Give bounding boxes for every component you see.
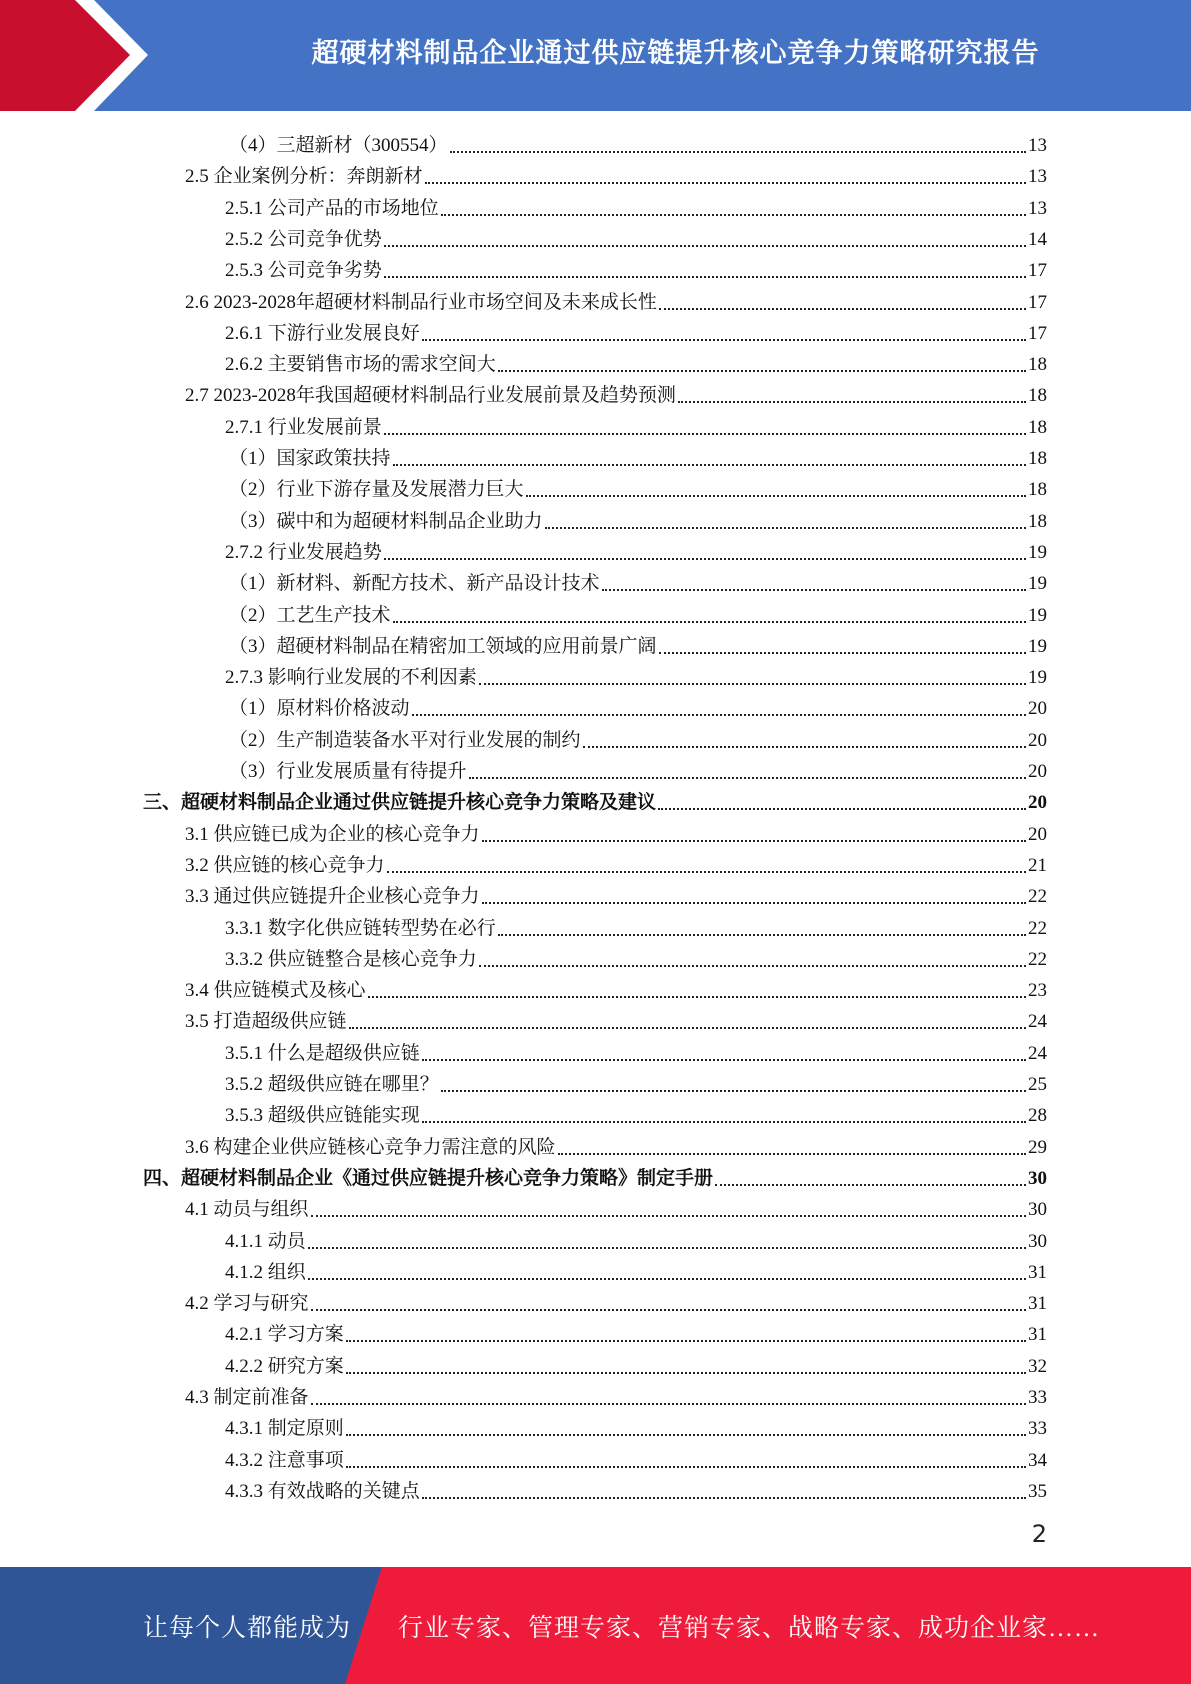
- footer-slogan-left: 让每个人都能成为: [143, 1614, 352, 1642]
- toc-dot-leader: [384, 244, 1026, 247]
- toc-dot-leader: [346, 1339, 1026, 1342]
- toc-dot-leader: [384, 432, 1026, 435]
- toc-dot-leader: [482, 901, 1026, 904]
- toc-entry-title: 3.3 通过供应链提升企业核心竞争力: [185, 886, 480, 908]
- toc-dot-leader: [479, 682, 1026, 685]
- toc-dot-leader: [558, 1152, 1026, 1155]
- toc-entry-page: 32: [1028, 1355, 1047, 1377]
- toc-entry[interactable]: [229, 471, 1047, 502]
- toc-entry-title: 2.7.2 行业发展趋势: [225, 541, 382, 563]
- toc-entry[interactable]: [229, 753, 1047, 784]
- toc-entry-title: 3.5.3 超级供应链能实现: [225, 1105, 420, 1127]
- toc-entry-title: 3.4 供应链模式及核心: [185, 980, 366, 1002]
- toc-entry-title: 2.7.3 影响行业发展的不利因素: [225, 667, 477, 689]
- toc-entry[interactable]: [225, 1254, 1047, 1285]
- toc-dot-leader: [422, 1058, 1026, 1061]
- toc-entry-page: 18: [1028, 385, 1047, 407]
- toc-entry[interactable]: [229, 722, 1047, 753]
- toc-entry-title: 3.3.1 数字化供应链转型势在必行: [225, 917, 496, 939]
- page-number: 2: [1031, 1520, 1047, 1548]
- toc-entry-title: 4.3.3 有效战略的关键点: [225, 1480, 420, 1502]
- toc-entry[interactable]: [229, 690, 1047, 721]
- toc-entry-title: 3.2 供应链的核心竞争力: [185, 854, 385, 876]
- toc-dot-leader: [308, 1277, 1026, 1280]
- toc-entry-page: 19: [1028, 604, 1047, 626]
- toc-entry-title: 3.5 打造超级供应链: [185, 1011, 347, 1033]
- toc-entry-title: （3）行业发展质量有待提升: [229, 761, 467, 782]
- toc-entry-page: 30: [1028, 1167, 1047, 1189]
- toc-dot-leader: [384, 557, 1026, 560]
- toc-entry[interactable]: [229, 597, 1047, 628]
- toc-entry-page: 28: [1028, 1105, 1047, 1127]
- toc-entry[interactable]: [229, 503, 1047, 534]
- toc-entry[interactable]: [229, 565, 1047, 596]
- toc-entry-title: 4.1 动员与组织: [185, 1199, 309, 1221]
- toc-entry[interactable]: [229, 127, 1047, 158]
- toc-entry-title: 三、超硬材料制品企业通过供应链提升核心竞争力策略及建议: [143, 792, 657, 814]
- toc-entry-page: 20: [1028, 698, 1047, 720]
- toc-entry[interactable]: [185, 1003, 1047, 1034]
- toc-entry[interactable]: [225, 315, 1047, 346]
- toc-entry[interactable]: [185, 1129, 1047, 1160]
- toc-dot-leader: [393, 463, 1026, 466]
- toc-dot-leader: [384, 275, 1026, 278]
- toc-dot-leader: [387, 870, 1026, 873]
- toc-entry[interactable]: [185, 1379, 1047, 1410]
- toc-entry[interactable]: [225, 1066, 1047, 1097]
- toc-dot-leader: [412, 713, 1026, 716]
- toc-entry-title: 四、超硬材料制品企业《通过供应链提升核心竞争力策略》制定手册: [143, 1167, 714, 1189]
- toc-entry[interactable]: [225, 1223, 1047, 1254]
- toc-entry-page: 31: [1028, 1261, 1047, 1283]
- toc-entry[interactable]: [185, 972, 1047, 1003]
- toc-entry-page: 20: [1028, 792, 1047, 814]
- toc-entry-page: 21: [1028, 854, 1047, 876]
- toc-dot-leader: [450, 150, 1026, 153]
- toc-entry[interactable]: [185, 878, 1047, 909]
- toc-entry[interactable]: [185, 1191, 1047, 1222]
- toc-entry-page: 35: [1028, 1480, 1047, 1502]
- toc-entry-title: 2.5.1 公司产品的市场地位: [225, 197, 439, 219]
- toc-entry-title: （1）国家政策扶持: [229, 448, 391, 469]
- toc-dot-leader: [678, 400, 1026, 403]
- toc-entry-page: 24: [1028, 1042, 1047, 1064]
- toc-entry[interactable]: [185, 1285, 1047, 1316]
- toc-entry[interactable]: [225, 1410, 1047, 1441]
- toc-dot-leader: [422, 1120, 1026, 1123]
- toc-dot-leader: [425, 181, 1026, 184]
- toc-entry-title: （2）行业下游存量及发展潜力巨大: [229, 479, 524, 501]
- toc-dot-leader: [308, 1246, 1026, 1249]
- toc-dot-leader: [545, 526, 1026, 529]
- toc-entry-page: 31: [1028, 1293, 1047, 1315]
- toc-entry[interactable]: [185, 847, 1047, 878]
- toc-dot-leader: [659, 307, 1026, 310]
- toc-entry[interactable]: [225, 1316, 1047, 1347]
- page-footer: [0, 1567, 1191, 1684]
- toc-dot-leader: [659, 651, 1026, 654]
- toc-entry-page: 19: [1028, 667, 1047, 689]
- toc-dot-leader: [498, 369, 1026, 372]
- toc-entry-title: （1）新材料、新配方技术、新产品设计技术: [229, 573, 600, 595]
- toc-dot-leader: [346, 1371, 1026, 1374]
- toc-entry-page: 14: [1028, 228, 1047, 250]
- toc-dot-leader: [422, 338, 1026, 341]
- toc-entry[interactable]: [225, 190, 1047, 221]
- toc-entry-title: 2.5.2 公司竞争优势: [225, 228, 382, 250]
- toc-dot-leader: [346, 1465, 1026, 1468]
- toc-entry-title: （2）工艺生产技术: [229, 604, 391, 626]
- toc-entry[interactable]: [225, 409, 1047, 440]
- toc-entry-page: 19: [1028, 635, 1047, 657]
- page-header: [0, 0, 1191, 111]
- toc-dot-leader: [482, 839, 1026, 842]
- toc-dot-leader: [393, 620, 1026, 623]
- toc-dot-leader: [441, 1089, 1026, 1092]
- toc-entry-page: 20: [1028, 823, 1047, 845]
- toc-entry-page: 22: [1028, 948, 1047, 970]
- toc-entry-title: 4.3.1 制定原则: [225, 1418, 344, 1440]
- toc-entry-title: 2.7.1 行业发展前景: [225, 416, 382, 438]
- toc-entry-title: 3.1 供应链已成为企业的核心竞争力: [185, 823, 480, 845]
- footer-slogan-right: 行业专家、管理专家、营销专家、战略专家、成功企业家……: [398, 1614, 1101, 1642]
- header-chevron-icon: [0, 0, 160, 111]
- toc-entry-page: 30: [1028, 1230, 1047, 1252]
- toc-entry[interactable]: [225, 659, 1047, 690]
- toc-entry[interactable]: [143, 784, 1047, 815]
- toc-dot-leader: [658, 807, 1026, 810]
- toc-dot-leader: [422, 1496, 1026, 1499]
- toc-entry-title: 4.1.1 动员: [225, 1230, 306, 1252]
- toc-dot-leader: [368, 995, 1026, 998]
- report-title: 超硬材料制品企业通过供应链提升核心竞争力策略研究报告: [311, 37, 1040, 69]
- toc-entry-page: 20: [1028, 761, 1047, 782]
- toc-entry-page: 19: [1028, 573, 1047, 595]
- toc-entry-page: 18: [1028, 354, 1047, 376]
- toc-dot-leader: [602, 588, 1026, 591]
- toc-dot-leader: [346, 1433, 1026, 1436]
- toc-entry-page: 13: [1028, 166, 1047, 188]
- toc-entry-page: 13: [1028, 197, 1047, 219]
- toc-entry[interactable]: [185, 284, 1047, 315]
- toc-entry[interactable]: [225, 221, 1047, 252]
- toc-entry-page: 22: [1028, 917, 1047, 939]
- toc-dot-leader: [526, 494, 1026, 497]
- toc-entry-title: 4.2.2 研究方案: [225, 1355, 344, 1377]
- toc-dot-leader: [311, 1214, 1026, 1217]
- toc-entry-page: 34: [1028, 1449, 1047, 1471]
- toc-entry-page: 23: [1028, 980, 1047, 1002]
- toc-entry-page: 17: [1028, 291, 1047, 313]
- toc-entry[interactable]: [185, 158, 1047, 189]
- toc-entry-page: 18: [1028, 416, 1047, 438]
- toc-entry-title: （3）超硬材料制品在精密加工领域的应用前景广阔: [229, 635, 657, 657]
- toc-entry-title: 4.2 学习与研究: [185, 1293, 309, 1315]
- toc-dot-leader: [441, 213, 1026, 216]
- toc-dot-leader: [311, 1308, 1026, 1311]
- toc-entry-title: （4）三超新材（300554）: [229, 135, 448, 156]
- toc-entry-page: 33: [1028, 1387, 1047, 1408]
- toc-dot-leader: [469, 776, 1026, 779]
- toc-dot-leader: [479, 964, 1026, 967]
- toc-entry[interactable]: [225, 941, 1047, 972]
- toc-entry-title: （3）碳中和为超硬材料制品企业助力: [229, 510, 543, 532]
- toc-entry[interactable]: [225, 1473, 1047, 1504]
- toc-entry[interactable]: [143, 1160, 1047, 1191]
- toc-entry-page: 29: [1028, 1136, 1047, 1158]
- toc-dot-leader: [498, 933, 1026, 936]
- toc-entry-title: 2.5.3 公司竞争劣势: [225, 260, 382, 282]
- toc-entry-title: 4.1.2 组织: [225, 1261, 306, 1283]
- toc-entry[interactable]: [225, 1097, 1047, 1128]
- toc-entry-page: 22: [1028, 886, 1047, 908]
- toc-dot-leader: [583, 745, 1026, 748]
- toc-entry-title: 2.6 2023-2028年超硬材料制品行业市场空间及未来成长性: [185, 291, 657, 313]
- toc-entry-page: 17: [1028, 322, 1047, 344]
- toc-entry[interactable]: [225, 534, 1047, 565]
- toc-entry[interactable]: [185, 377, 1047, 408]
- toc-entry[interactable]: [229, 440, 1047, 471]
- toc-entry[interactable]: [225, 1442, 1047, 1473]
- toc-entry-title: 3.6 构建企业供应链核心竞争力需注意的风险: [185, 1136, 556, 1158]
- toc-entry-page: 24: [1028, 1011, 1047, 1033]
- toc-entry-title: （2）生产制造装备水平对行业发展的制约: [229, 729, 581, 751]
- toc-entry-title: 4.3.2 注意事项: [225, 1449, 344, 1471]
- toc-dot-leader: [349, 1026, 1026, 1029]
- toc-entry-page: 25: [1028, 1074, 1047, 1095]
- toc-entry[interactable]: [225, 1348, 1047, 1379]
- toc-entry[interactable]: [229, 628, 1047, 659]
- toc-entry-title: 3.3.2 供应链整合是核心竞争力: [225, 948, 477, 970]
- toc-entry-title: 3.5.2 超级供应链在哪里？: [225, 1074, 439, 1095]
- toc-entry-title: 4.2.1 学习方案: [225, 1324, 344, 1346]
- toc-entry[interactable]: [185, 816, 1047, 847]
- toc-entry-page: 33: [1028, 1418, 1047, 1440]
- toc-entry-title: 4.3 制定前准备: [185, 1387, 309, 1408]
- toc-entry[interactable]: [225, 346, 1047, 377]
- toc-dot-leader: [715, 1183, 1026, 1186]
- toc-entry-page: 18: [1028, 479, 1047, 501]
- toc-entry-title: 2.5 企业案例分析：奔朗新材: [185, 166, 423, 188]
- toc-entry-title: 2.6.1 下游行业发展良好: [225, 322, 420, 344]
- toc-entry-title: 3.5.1 什么是超级供应链: [225, 1042, 420, 1064]
- toc-entry[interactable]: [225, 252, 1047, 283]
- toc-entry-page: 30: [1028, 1199, 1047, 1221]
- toc-entry-title: （1）原材料价格波动: [229, 698, 410, 720]
- toc-entry-page: 18: [1028, 448, 1047, 469]
- toc-entry-page: 17: [1028, 260, 1047, 282]
- toc-entry-page: 18: [1028, 510, 1047, 532]
- toc-entry[interactable]: [225, 1035, 1047, 1066]
- toc-dot-leader: [311, 1402, 1026, 1405]
- toc-entry-page: 19: [1028, 541, 1047, 563]
- toc-entry-page: 20: [1028, 729, 1047, 751]
- toc-entry-page: 31: [1028, 1324, 1047, 1346]
- toc-entry-title: 2.7 2023-2028年我国超硬材料制品行业发展前景及趋势预测: [185, 385, 676, 407]
- toc-entry-page: 13: [1028, 135, 1047, 156]
- toc-entry[interactable]: [225, 910, 1047, 941]
- toc-entry-title: 2.6.2 主要销售市场的需求空间大: [225, 354, 496, 376]
